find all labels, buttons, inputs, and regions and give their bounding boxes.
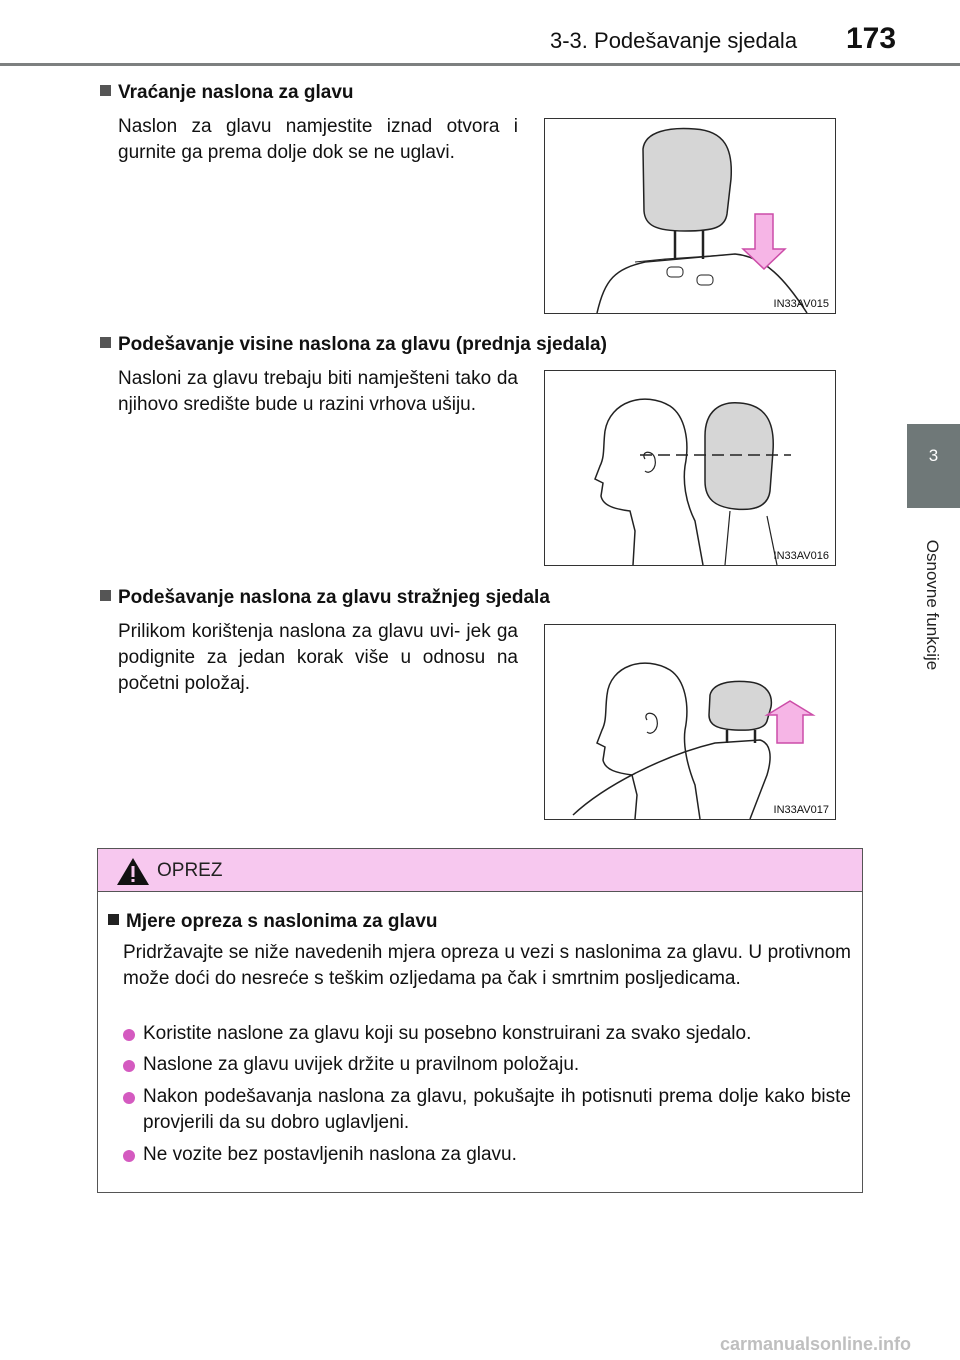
heading-text: Podešavanje naslona za glavu stražnjeg sjedala: [118, 587, 550, 608]
watermark: carmanualsonline.info: [720, 1334, 912, 1354]
headrest-rear-illustration: [545, 625, 835, 819]
figure-code: IN33AV017: [773, 804, 829, 816]
caution-title: OPREZ: [157, 860, 223, 881]
bullet-text: Ne vozite bez postavljenih naslona za glavu.: [143, 1144, 517, 1165]
square-bullet-icon: [100, 337, 111, 348]
caution-header: [98, 849, 862, 892]
section-heading-return: [100, 82, 354, 104]
headrest-height-illustration: [545, 371, 835, 565]
heading-text: Vraćanje naslona za glavu: [118, 82, 354, 103]
figure-headrest-rear: [544, 624, 836, 820]
bullet-text: Naslone za glavu uvijek držite u pravilnom položaju.: [143, 1054, 580, 1075]
figure-code: IN33AV015: [773, 298, 829, 310]
square-bullet-icon: [100, 85, 111, 96]
section-text-return: Naslon za glavu namjestite iznad otvora i gurnite ga prema dolje dok se ne uglavi.: [118, 116, 518, 163]
bullet-text: Nakon podešavanja naslona za glavu, pokušajte ih potisnuti prema dolje kako biste provjerili da su dobro uglavljeni.: [143, 1086, 851, 1133]
heading-text: Mjere opreza s naslonima za glavu: [126, 911, 438, 932]
square-bullet-icon: [100, 590, 111, 601]
warning-triangle-icon: [115, 855, 151, 887]
header-rule: [0, 63, 960, 66]
chapter-label: [912, 510, 952, 700]
figure-code: IN33AV016: [773, 550, 829, 562]
chapter-tab: [907, 424, 960, 508]
square-bullet-icon: [108, 914, 119, 925]
caution-text: Pridržavajte se niže navedenih mjera opreza u vezi s naslonima za glavu. U protivnom može doći do nesreće s teškim ozljedama pa čak i smrtnim posljedicama.: [123, 942, 851, 989]
bullet-text: Koristite naslone za glavu koji su posebno konstruirani za svako sjedalo.: [143, 1023, 752, 1044]
bullet-dot-icon: [123, 1029, 135, 1041]
caution-bullet: [123, 1021, 851, 1047]
headrest-lower-illustration: [545, 119, 835, 313]
page-number: 173: [846, 22, 897, 55]
caution-box: [97, 848, 863, 1193]
figure-headrest-lower: [544, 118, 836, 314]
heading-text: Podešavanje visine naslona za glavu (prednja sjedala): [118, 334, 607, 355]
caution-heading: [108, 911, 438, 933]
caution-bullet: [123, 1052, 851, 1078]
bullet-dot-icon: [123, 1060, 135, 1072]
section-text-height: Nasloni za glavu trebaju biti namješteni tako da njihovo središte bude u razini vrhova ušiju.: [118, 368, 518, 415]
bullet-dot-icon: [123, 1092, 135, 1104]
section-heading-rear: [100, 587, 550, 609]
chapter-label-text: Osnovne funkcije: [923, 539, 942, 671]
caution-bullet: [123, 1142, 851, 1168]
section-text-rear: Prilikom korištenja naslona za glavu uvi- jek ga podignite za jedan korak više u odnosu na početni položaj.: [118, 621, 518, 694]
section-heading-height: [100, 334, 607, 356]
chapter-number: 3: [928, 446, 939, 465]
section-title: 3-3. Podešavanje sjedala: [550, 28, 798, 53]
caution-bullet: [123, 1084, 851, 1136]
figure-headrest-height: [544, 370, 836, 566]
bullet-dot-icon: [123, 1150, 135, 1162]
